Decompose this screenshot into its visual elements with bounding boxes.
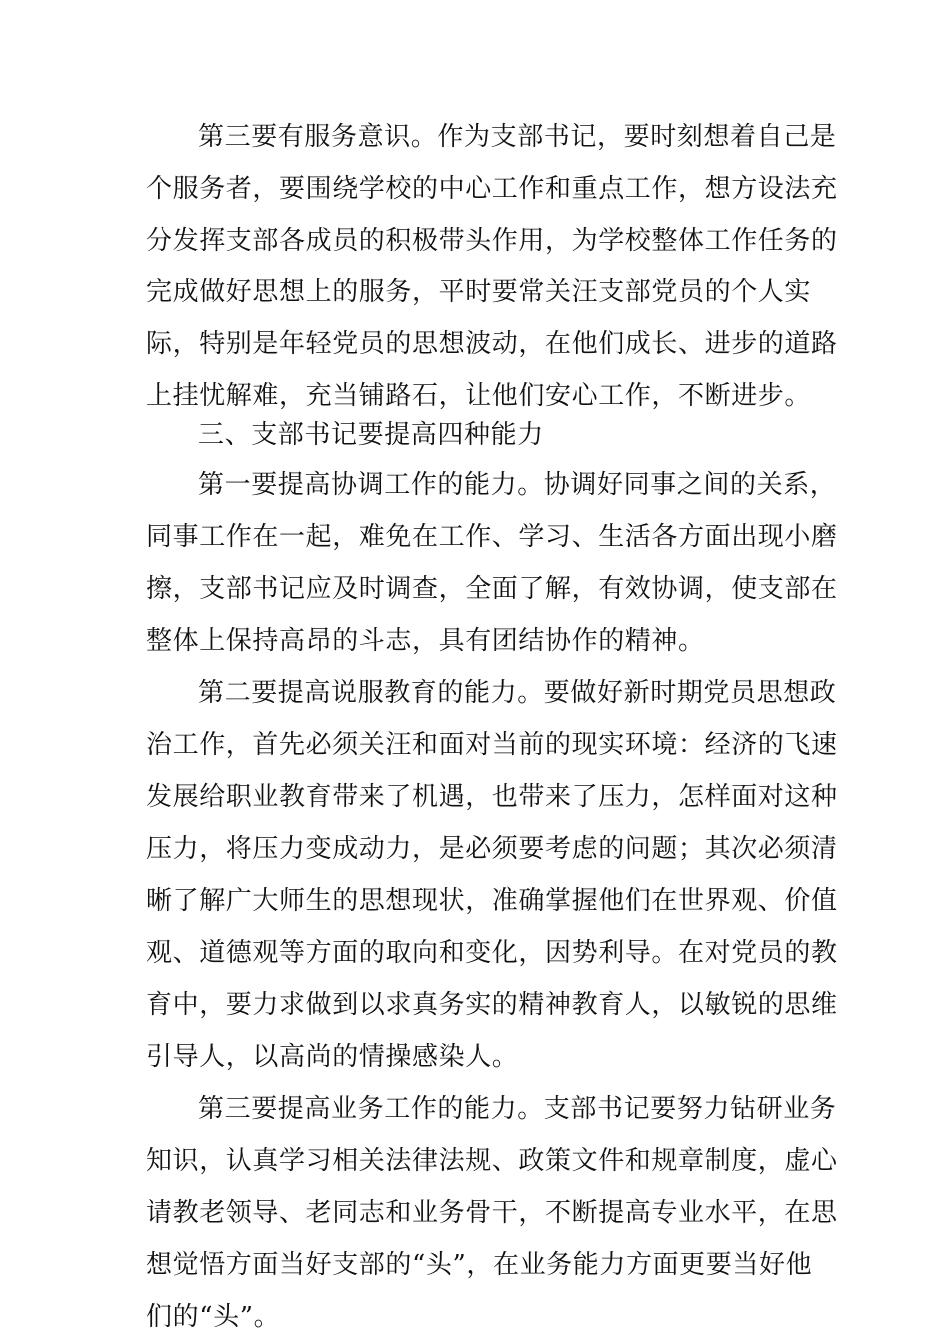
paragraph-line: 第三要提高业务工作的能力。支部书记要努力钻研业务 — [198, 1094, 837, 1124]
paragraph-line: 治工作，首先必须关汪和面对当前的现实环境：经济的飞速 — [146, 730, 838, 760]
paragraph-line: 擦，支部书记应及时调查，全面了解，有效协调，使支部在 — [146, 574, 838, 604]
section-heading: 三、支部书记要提高四种能力 — [198, 420, 544, 450]
paragraph-line: 上挂忧解难，充当铺路石，让他们安心工作，不断进步。 — [146, 381, 812, 411]
paragraph-line: 请教老领导、老同志和业务骨干，不断提高专业水平，在思 — [146, 1198, 838, 1228]
paragraph-line: 完成做好思想上的服务，平时要常关汪支部党员的个人实 — [146, 277, 812, 307]
paragraph-line: 育中，要力求做到以求真务实的精神教育人，以敏锐的思维 — [146, 990, 838, 1020]
paragraph-line: 们的“头”。 — [146, 1302, 281, 1332]
paragraph-line: 际，特别是年轻党员的思想波动，在他们成长、进步的道路 — [146, 329, 838, 359]
paragraph-line: 发展给职业教育带来了机遇，也带来了压力，怎样面对这种 — [146, 782, 838, 812]
paragraph-line: 第三要有服务意识。作为支部书记，要时刻想着自己是 — [198, 122, 837, 152]
paragraph-line: 引导人，以高尚的情操感染人。 — [146, 1042, 519, 1072]
paragraph-line: 同事工作在一起，难免在工作、学习、生活各方面出现小磨 — [146, 522, 838, 552]
paragraph-line: 第一要提高协调工作的能力。协调好同事之间的关系， — [198, 470, 837, 500]
paragraph-line: 观、道德观等方面的取向和变化，因势利导。在对党员的教 — [146, 938, 838, 968]
paragraph-line: 整体上保持高昂的斗志，具有团结协作的精神。 — [146, 626, 705, 656]
paragraph-line: 分发挥支部各成员的积极带头作用，为学校整体工作任务的 — [146, 226, 838, 256]
paragraph-line: 知识，认真学习相关法律法规、政策文件和规章制度，虚心 — [146, 1146, 838, 1176]
paragraph-line: 想觉悟方面当好支部的“头”，在业务能力方面更要当好他 — [146, 1250, 813, 1280]
paragraph-line: 个服务者，要围绕学校的中心工作和重点工作，想方设法充 — [146, 174, 838, 204]
paragraph-line: 压力，将压力变成动力，是必须要考虑的问题；其次必须清 — [146, 834, 838, 864]
paragraph-line: 第二要提高说服教育的能力。要做好新时期党员思想政 — [198, 678, 837, 708]
paragraph-line: 晰了解广大师生的思想现状，准确掌握他们在世界观、价值 — [146, 886, 838, 916]
